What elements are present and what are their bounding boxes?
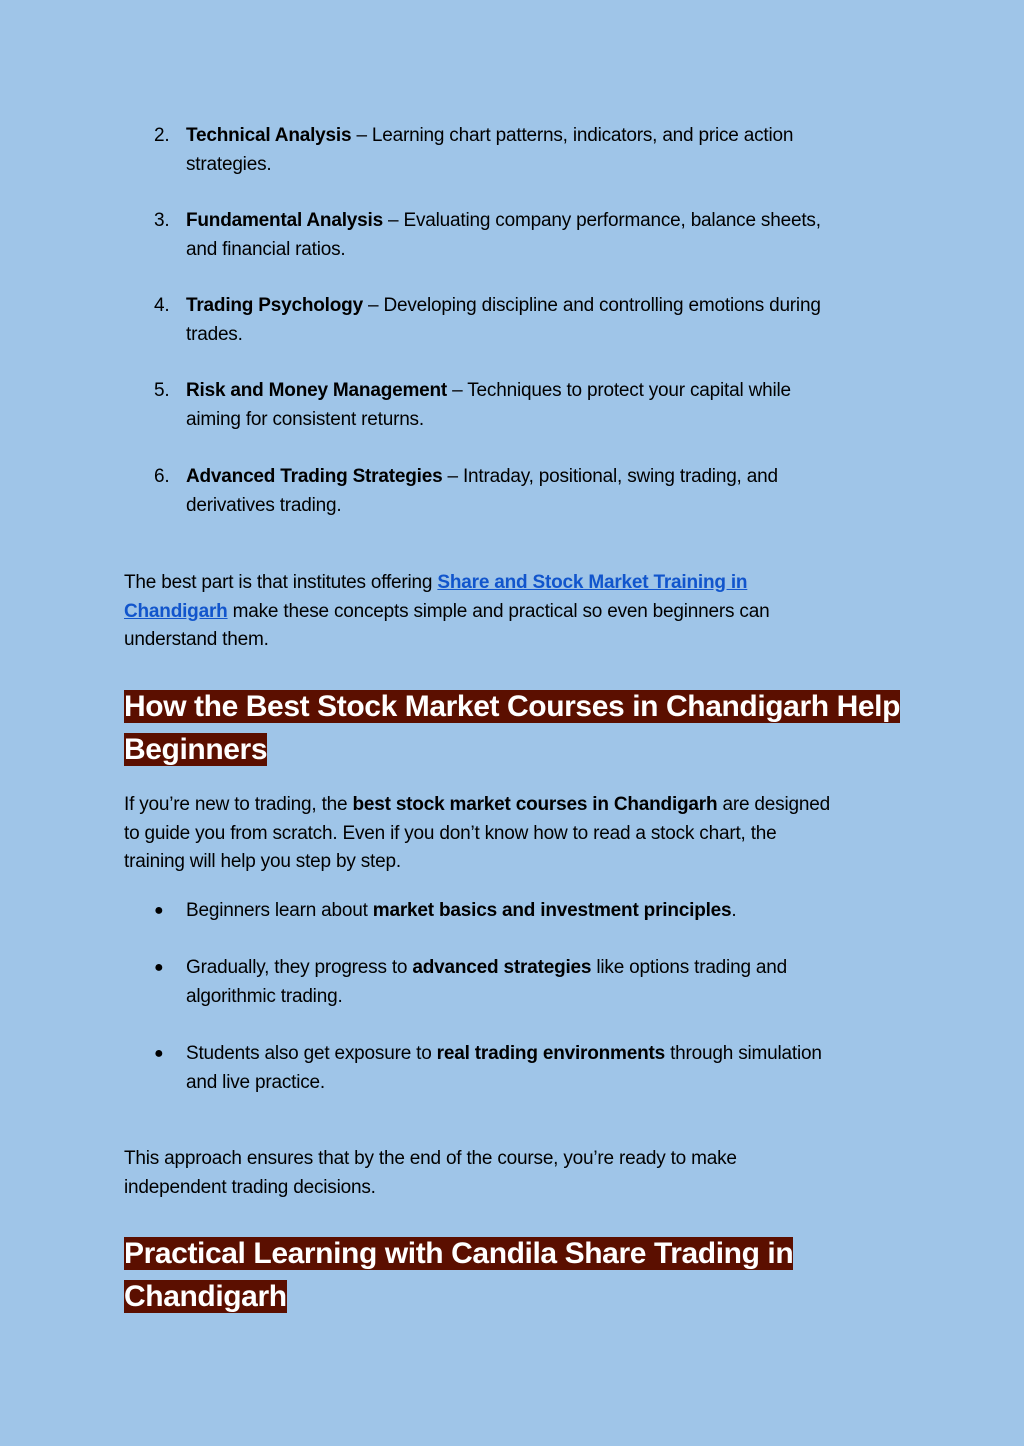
text: Beginners learn about (186, 900, 373, 921)
bold-text: market basics and investment principles (372, 900, 732, 921)
text-line (124, 1275, 793, 1318)
text-line (124, 1174, 737, 1203)
text: training will help you step by step. (124, 851, 401, 872)
text-line (186, 463, 778, 492)
bold-text: Fundamental Analysis (186, 210, 383, 231)
list-item-text (186, 207, 821, 264)
section-heading-beginners (124, 685, 900, 771)
section-heading-practical (124, 1232, 793, 1318)
list-item-text (186, 897, 737, 926)
text: trades. (186, 323, 243, 345)
text-line (186, 983, 787, 1012)
text-line (124, 820, 830, 849)
text: If you’re new to trading, the (124, 794, 353, 815)
text: algorithmic trading. (186, 985, 343, 1007)
text-line (186, 292, 821, 321)
text: understand them. (124, 629, 269, 650)
text: – Evaluating company performance, balance sheets, (382, 210, 821, 231)
text: derivatives trading. (186, 494, 342, 516)
list-item-text (186, 377, 791, 434)
bold-text: advanced strategies (412, 957, 592, 978)
list-item-text (186, 122, 793, 179)
text: to guide you from scratch. Even if you don’t know how to read a stock chart, the (124, 822, 777, 844)
list-item-text (186, 1040, 822, 1097)
bold-text: Advanced Trading Strategies (186, 466, 443, 487)
text-line (124, 1232, 793, 1275)
text-line (186, 954, 787, 983)
list-number: 5. (154, 380, 170, 401)
bullet-icon: ● (154, 902, 164, 919)
text-line (186, 321, 821, 350)
text: and financial ratios. (186, 238, 346, 260)
paragraph-courses (124, 791, 830, 877)
text: independent trading decisions. (124, 1176, 376, 1198)
list-item-text (186, 463, 778, 520)
bold-text: Technical Analysis (186, 125, 352, 146)
bold-text: real trading environments (436, 1043, 666, 1064)
text: The best part is that institutes offering (124, 572, 438, 593)
text-line (186, 492, 778, 521)
text: are designed (717, 794, 830, 815)
text: This approach ensures that by the end of the course, you’re ready to make (124, 1148, 737, 1169)
text-line (186, 236, 821, 265)
text: Practical Learning with Candila Share Trading in (124, 1237, 794, 1270)
text: Students also get exposure to (186, 1043, 437, 1064)
paragraph-training (124, 569, 769, 655)
text: – Intraday, positional, swing trading, and (442, 466, 778, 487)
text: – Techniques to protect your capital while (447, 380, 791, 401)
list-number: 6. (154, 466, 170, 487)
list-item-text (186, 292, 821, 349)
bold-text: best stock market courses in Chandigarh (352, 794, 718, 815)
text: and live practice. (186, 1071, 325, 1093)
list-number: 4. (154, 295, 170, 316)
text: aiming for consistent returns. (186, 408, 424, 430)
text-line (186, 1069, 822, 1098)
text-line (124, 791, 830, 820)
bullet-icon: ● (154, 1045, 164, 1062)
text: . (731, 900, 737, 921)
text: How the Best Stock Market Courses in Chandigarh Help (124, 690, 901, 723)
text-line (124, 685, 900, 728)
text-line (186, 377, 791, 406)
text-line (124, 626, 769, 655)
text-line (124, 848, 830, 877)
bullet-icon: ● (154, 959, 164, 976)
text-line (186, 897, 737, 926)
bold-text: Risk and Money Management (186, 380, 448, 401)
list-number: 2. (154, 125, 170, 146)
link[interactable]: Chandigarh (124, 600, 228, 622)
text: Chandigarh (124, 1280, 287, 1313)
list-item-text (186, 954, 787, 1011)
text: – Learning chart patterns, indicators, and price action (351, 125, 794, 146)
text: like options trading and (591, 957, 787, 978)
text: strategies. (186, 153, 272, 175)
text: through simulation (665, 1043, 822, 1064)
text-line (186, 151, 793, 180)
text-line (124, 728, 900, 771)
text: – Developing discipline and controlling emotions during (362, 295, 821, 316)
text: Gradually, they progress to (186, 957, 413, 978)
link[interactable]: Share and Stock Market Training in (437, 572, 748, 593)
text-line (186, 406, 791, 435)
text-line (186, 207, 821, 236)
text-line (124, 569, 769, 598)
text-line (186, 122, 793, 151)
bold-text: Trading Psychology (186, 295, 363, 316)
list-number: 3. (154, 210, 170, 231)
paragraph-approach (124, 1145, 737, 1202)
text-line (186, 1040, 822, 1069)
text-line (124, 1145, 737, 1174)
text: Beginners (124, 733, 268, 766)
text-line (124, 598, 769, 627)
text: make these concepts simple and practical so even beginners can (227, 600, 770, 622)
